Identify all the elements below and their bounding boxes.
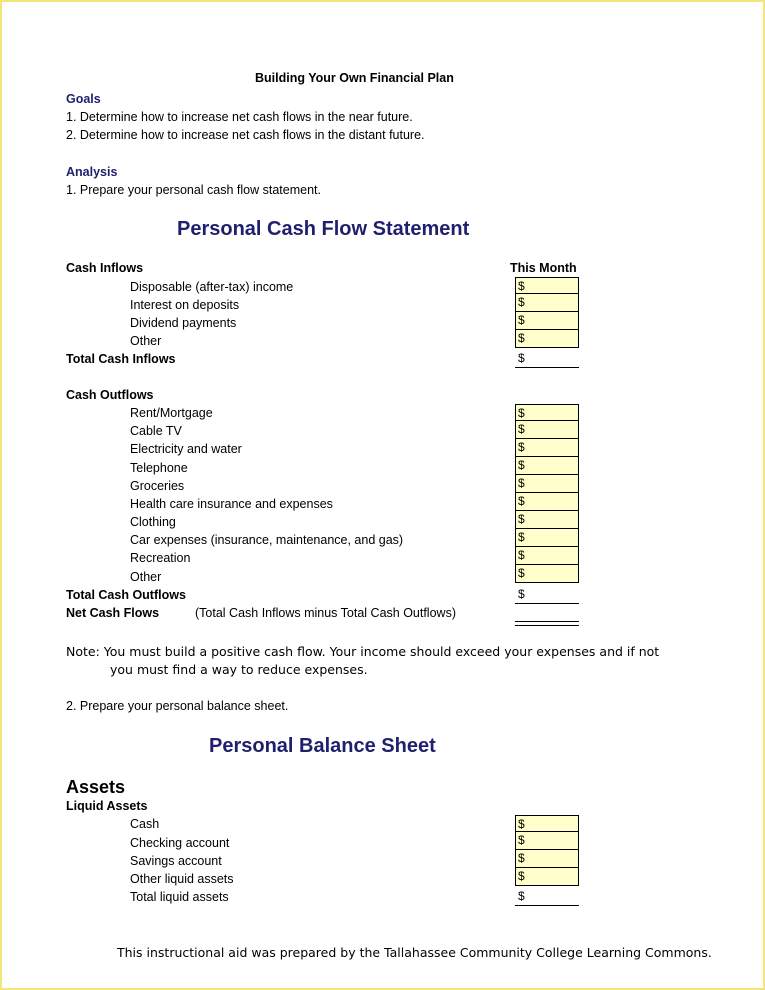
inflow-input[interactable]: $ (515, 330, 579, 348)
liquid-asset-input[interactable]: $ (515, 850, 579, 868)
inflow-item-label: Disposable (after-tax) income (130, 280, 294, 294)
outflow-item-label: Groceries (130, 479, 185, 493)
outflow-input[interactable]: $ (515, 439, 579, 457)
analysis-step: 2. Prepare your personal balance sheet. (66, 699, 289, 713)
net-cash-flows-double-underline (515, 621, 579, 626)
total-cash-outflows-value: $ (515, 586, 579, 604)
note-text: Note: You must build a positive cash flow. Your income should exceed your expenses and if not (66, 644, 660, 659)
inflow-item-label: Interest on deposits (130, 298, 240, 312)
inflow-input[interactable]: $ (515, 294, 579, 312)
goals-heading: Goals (66, 92, 101, 106)
cash-inflows-heading: Cash Inflows (66, 261, 144, 275)
outflow-item-label: Clothing (130, 515, 176, 529)
outflow-item-label: Recreation (130, 551, 191, 565)
balance-sheet-title: Personal Balance Sheet (209, 735, 436, 757)
note-text-continued: you must find a way to reduce expenses. (110, 662, 368, 677)
inflow-item-label: Dividend payments (130, 316, 237, 330)
outflow-input[interactable]: $ (515, 404, 579, 421)
outflow-input[interactable]: $ (515, 565, 579, 583)
total-liquid-assets-label: Total liquid assets (130, 890, 229, 904)
cash-flow-title: Personal Cash Flow Statement (177, 218, 470, 240)
outflow-input[interactable]: $ (515, 493, 579, 511)
inflow-input[interactable]: $ (515, 277, 579, 294)
total-liquid-assets-value: $ (515, 888, 579, 906)
outflow-input[interactable]: $ (515, 475, 579, 493)
net-cash-flows-label: Net Cash Flows (66, 606, 160, 620)
outflow-input[interactable]: $ (515, 421, 579, 439)
inflow-item-label: Other (130, 334, 162, 348)
goal-item: 1. Determine how to increase net cash flows in the near future. (66, 110, 413, 124)
inflow-input[interactable]: $ (515, 312, 579, 330)
liquid-asset-label: Savings account (130, 854, 222, 868)
liquid-asset-input[interactable]: $ (515, 868, 579, 886)
net-cash-flows-description: (Total Cash Inflows minus Total Cash Outflows) (195, 606, 456, 620)
goal-item: 2. Determine how to increase net cash flows in the distant future. (66, 128, 425, 142)
outflow-item-label: Cable TV (130, 424, 182, 438)
liquid-asset-input[interactable]: $ (515, 832, 579, 850)
outflow-item-label: Rent/Mortgage (130, 406, 213, 420)
outflow-input[interactable]: $ (515, 511, 579, 529)
total-cash-inflows-value: $ (515, 350, 579, 368)
total-cash-inflows-label: Total Cash Inflows (66, 352, 176, 366)
outflow-item-label: Health care insurance and expenses (130, 497, 333, 511)
outflow-input[interactable]: $ (515, 457, 579, 475)
liquid-assets-heading: Liquid Assets (66, 799, 148, 813)
analysis-heading: Analysis (66, 165, 118, 179)
outflow-item-label: Telephone (130, 461, 188, 475)
outflow-item-label: Electricity and water (130, 442, 242, 456)
cash-outflows-heading: Cash Outflows (66, 388, 154, 402)
outflow-item-label: Car expenses (insurance, maintenance, and gas) (130, 533, 404, 547)
column-header-this-month: This Month (510, 261, 577, 275)
footer-credit: This instructional aid was prepared by the Tallahassee Community College Learning Commons. (117, 945, 712, 960)
outflow-input[interactable]: $ (515, 529, 579, 547)
outflow-item-label: Other (130, 570, 162, 584)
document-title: Building Your Own Financial Plan (255, 71, 454, 85)
assets-heading: Assets (66, 777, 126, 797)
liquid-asset-label: Checking account (130, 836, 230, 850)
liquid-asset-label: Cash (130, 817, 160, 831)
liquid-asset-label: Other liquid assets (130, 872, 234, 886)
analysis-step: 1. Prepare your personal cash flow statement. (66, 183, 321, 197)
liquid-asset-input[interactable]: $ (515, 815, 579, 832)
total-cash-outflows-label: Total Cash Outflows (66, 588, 186, 602)
outflow-input[interactable]: $ (515, 547, 579, 565)
